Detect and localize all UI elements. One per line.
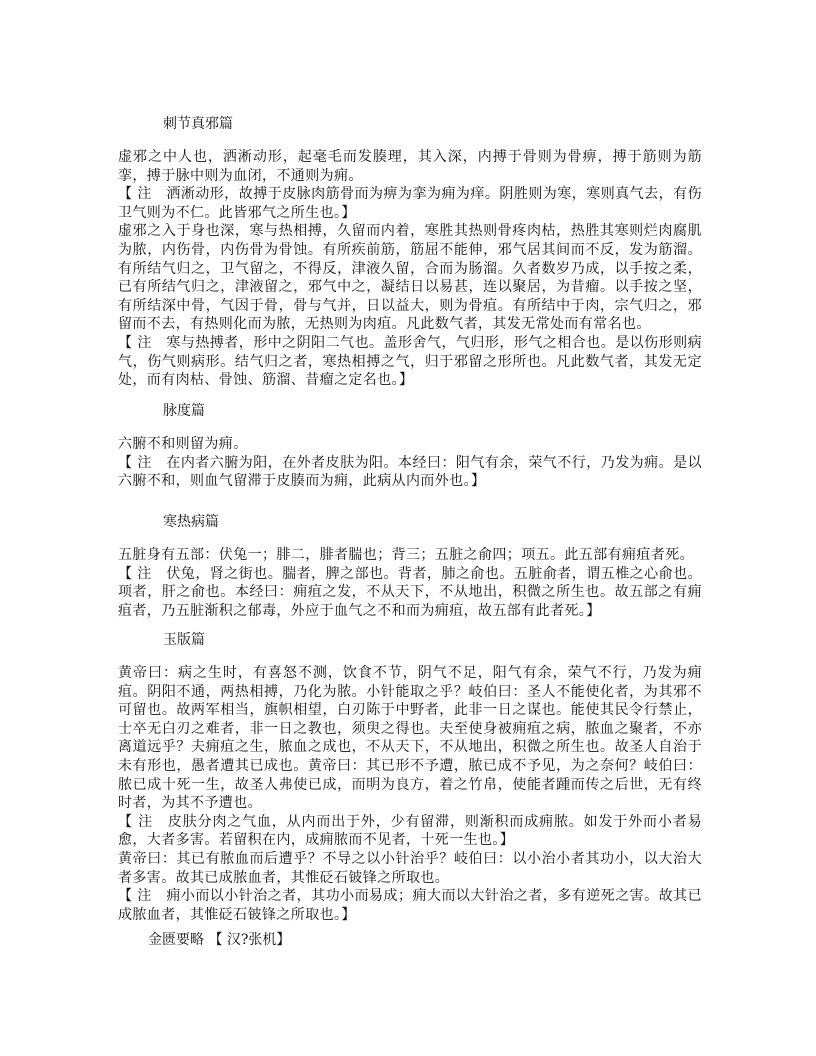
annotation: 【 注 寒与热搏者，形中之阴阳二气也。盖形舍气，气归形，形气之相合也。是以伤形则病气，伤气则病形。结气归之者，寒热相搏之气，归于邪留之形所也。凡此数气者，其发无定处，而有肉枯、骨蚀、筋溜、昔瘤之定名也。】: [118, 334, 702, 389]
section-body: [118, 664, 702, 924]
paragraph: 黄帝曰：病之生时，有喜怒不测，饮食不节，阴气不足，阳气有余，荣气不行，乃发为痈疽。阴阳不通，两热相搏，乃化为脓。小针能取之乎？岐伯曰：圣人不能使化者，为其邪不可留也。故两军相当，旗帜相望，白刃陈于中野者，此非一日之谋也。能使其民令行禁止，士卒无白刃之难者，非一日之教也，须臾之得也。夫至使身被痈疽之病，脓血之聚者，不亦离道远乎？夫痈疽之生，脓血之成也，不从天下，不从地出，积微之所生也。故圣人自治于未有形也，愚者遭其已成也。黄帝曰：其已形不予遭，脓已成不予见，为之奈何？岐伯曰：脓已成十死一生，故圣人弗使已成，而明为良方，着之竹帛，使能者踵而传之后世，无有终时者，为其不予遭也。: [118, 665, 702, 812]
section-title: 刺节真邪篇: [163, 116, 233, 132]
section-title: 寒热病篇: [163, 514, 219, 530]
annotation: 【 注 皮肤分肉之气血，从内而出于外，少有留滞，则渐积而成痈脓。如发于外而小者易愈，大者多害。若留积在内，成痈脓而不见者，十死一生也。】: [118, 813, 702, 849]
section-title: 脉度篇: [163, 403, 205, 419]
annotation: 【 注 伏兔，肾之街也。腨者，脾之部也。背者，肺之俞也。五脏俞者，谓五椎之心俞也。项者，肝之俞也。本经曰：痈疽之发，不从天下，不从地出，积微之所生也。故五部之有痈疽者，乃五脏渐积之郁毒，外应于血气之不和而为痈疽，故五部有此者死。】: [118, 565, 702, 619]
paragraph: 虚邪之中人也，洒淅动形，起毫毛而发腠理，其入深，内搏于骨则为骨痹，搏于筋则为筋挛，搏于脉中则为血闭，不通则为痈。: [118, 149, 702, 184]
paragraph: 虚邪之入于身也深，寒与热相搏，久留而内着，寒胜其热则骨疼肉枯，热胜其寒则烂肉腐肌为脓，内伤骨，内伤骨为骨蚀。有所疾前筋，筋屈不能伸，邪气居其间而不反，发为筋溜。有所结气归之，卫气留之，不得反，津液久留，合而为肠溜。久者数岁乃成，以手按之柔，已有所结气归之，津液留之，邪气中之，凝结日以易甚，连以聚居，为昔瘤。以手按之坚，有所结深中骨，气因于骨，骨与气并，日以益大，则为骨疽。有所结中于肉，宗气归之，邪留而不去，有热则化而为脓，无热则为肉疽。凡此数气者，其发无常处而有常名也。: [118, 223, 702, 333]
paragraph: 黄帝曰：其已有脓血而后遭乎？不导之以小针治乎？岐伯曰：以小治小者其功小，以大治大者多害。故其已成脓血者，其惟砭石铍锋之所取也。: [118, 850, 702, 886]
section-body: [118, 546, 702, 620]
annotation: 【 注 痈小而以小针治之者，其功小而易成；痈大而以大针治之者，多有逆死之害。故其已成脓血者，其惟砭石铍锋之所取也。】: [118, 888, 702, 923]
paragraph: 五脏身有五部：伏兔一；腓二，腓者腨也；背三；五脏之俞四；项五。此五部有痈疽者死。: [118, 547, 694, 563]
annotation: 【 注 洒淅动形，故搏于皮脉肉筋骨而为痹为挛为痈为痒。阴胜则为寒，寒则真气去，有伤卫气则为不仁。此皆邪气之所生也。】: [118, 186, 702, 221]
section-body: [118, 148, 702, 390]
section-body: [118, 435, 702, 491]
annotation: 【 注 在内者六腑为阳，在外者皮肤为阳。本经曰：阳气有余，荣气不行，乃发为痈。是以六腑不和，则血气留滞于皮腠而为痈，此病从内而外也。】: [118, 454, 702, 490]
section-title: 玉版篇: [163, 632, 205, 648]
paragraph: 六腑不和则留为痈。: [118, 436, 248, 452]
section-title: 金匮要略 【 汉?张机】: [148, 932, 291, 948]
